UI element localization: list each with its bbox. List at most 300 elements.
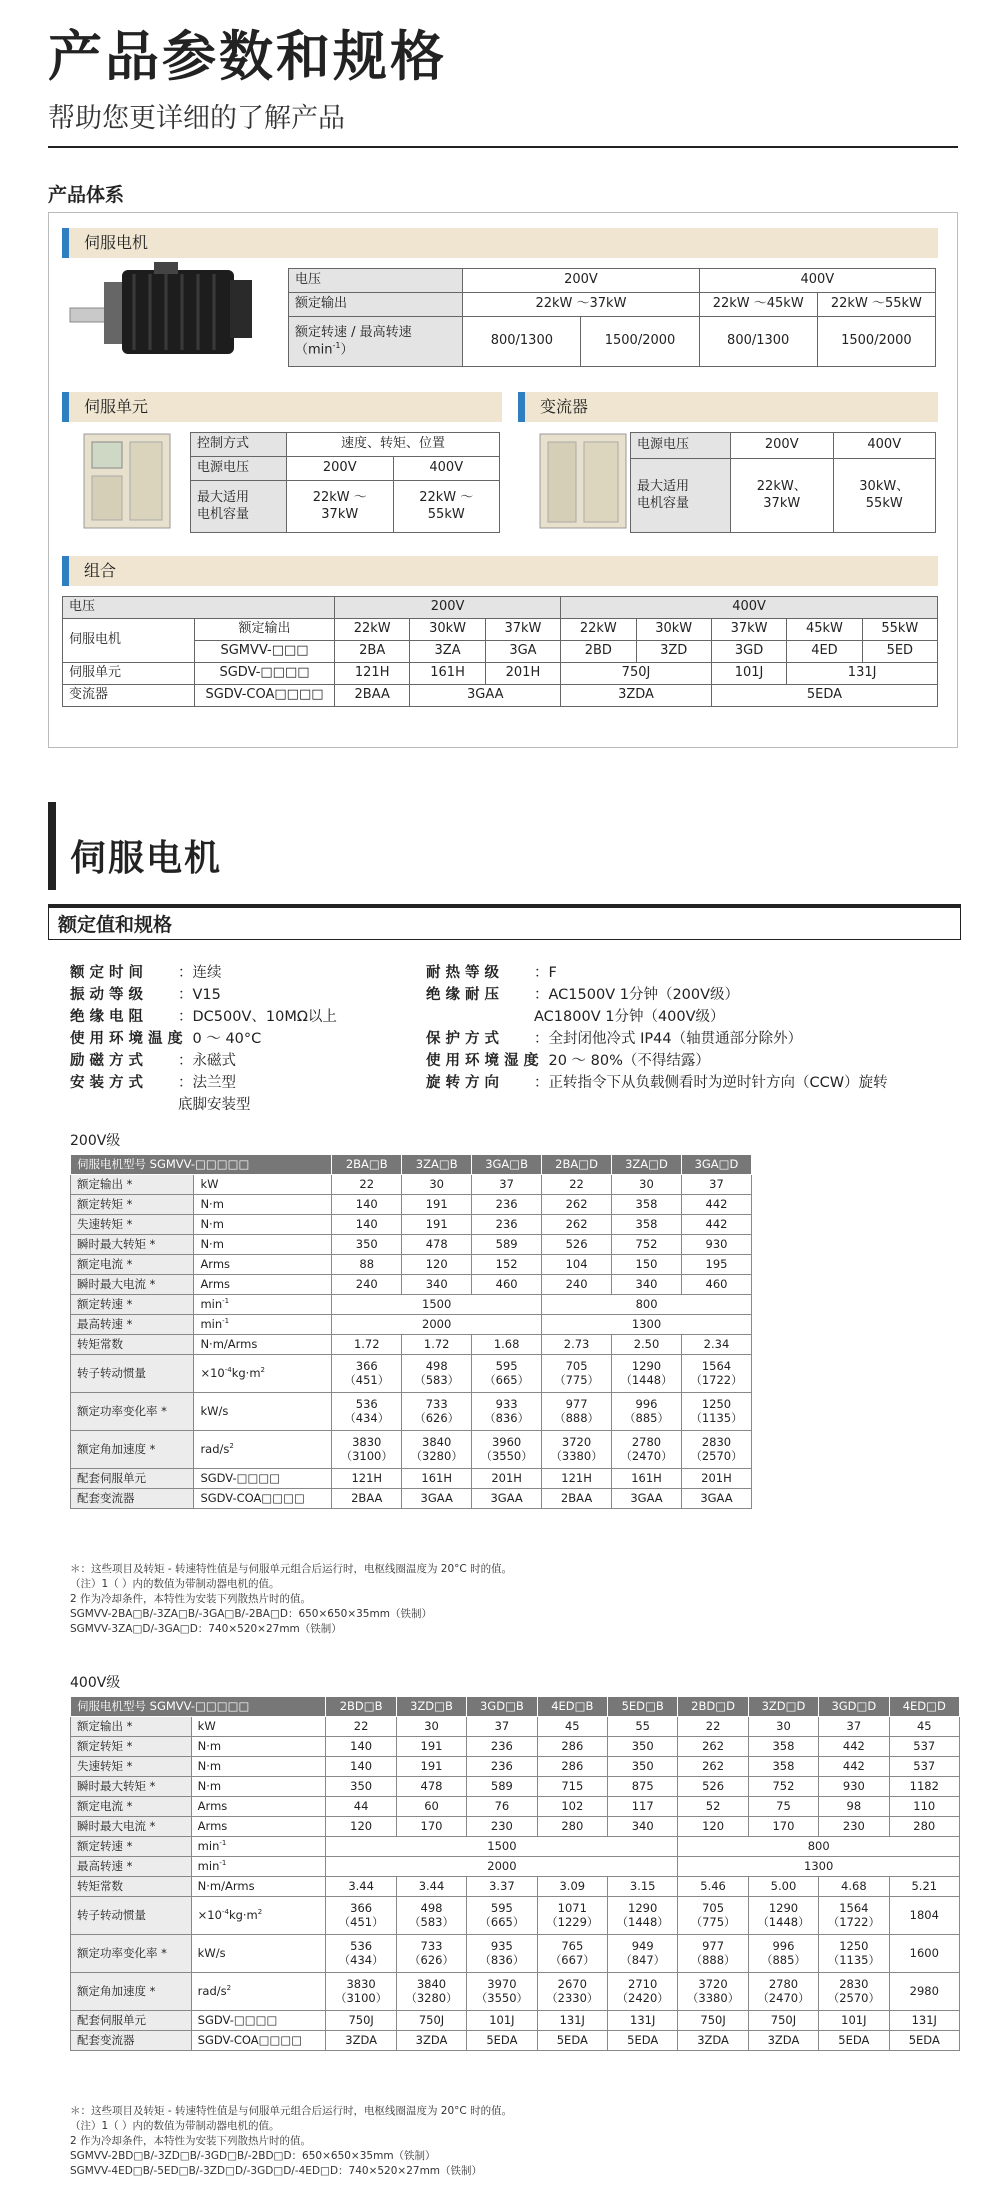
value: 442 xyxy=(705,1196,728,1211)
table-cell xyxy=(681,1275,751,1295)
table-cell xyxy=(537,2011,607,2031)
table-cell xyxy=(326,1797,396,1817)
table-row xyxy=(71,1877,960,1897)
table-cell xyxy=(889,1737,959,1757)
value: 3GAA xyxy=(420,1490,453,1505)
value: 76 xyxy=(494,1798,510,1813)
value: 537 xyxy=(913,1758,936,1773)
value: 191 xyxy=(425,1216,448,1231)
combo-header-bar xyxy=(62,556,938,586)
value: 3840 xyxy=(416,1976,447,1991)
table-cell: 3ZA□D xyxy=(612,1155,682,1175)
specs-left xyxy=(70,962,337,1116)
table-cell xyxy=(396,1897,466,1935)
value: 22 xyxy=(569,1176,584,1191)
table-cell xyxy=(678,1973,748,2011)
table-cell xyxy=(612,1431,682,1469)
brake-value: （836） xyxy=(484,1410,530,1425)
value: 875 xyxy=(631,1778,654,1793)
table-cell: 5ED□B xyxy=(607,1697,677,1717)
value: 240 xyxy=(355,1276,378,1291)
value: 933 xyxy=(495,1396,518,1411)
value: 750J xyxy=(770,2012,797,2027)
table-cell: 转矩常数 xyxy=(71,1877,192,1897)
table-cell xyxy=(889,1797,959,1817)
table-cell xyxy=(467,1817,537,1837)
value: 121H xyxy=(351,1470,383,1485)
table-cell xyxy=(681,1195,751,1215)
value: 230 xyxy=(490,1818,513,1833)
unit-cell: Arms xyxy=(194,1275,332,1295)
table-cell: 2BA□B xyxy=(332,1155,402,1175)
brake-value: （2470） xyxy=(757,1990,810,2005)
combo-conv-label: 变流器 xyxy=(63,685,195,707)
table-cell xyxy=(889,1757,959,1777)
spec-line xyxy=(426,984,888,1006)
value: 996 xyxy=(635,1396,658,1411)
table-cell: 2BD□B xyxy=(326,1697,396,1717)
spec-key: 使用环境湿度 xyxy=(426,1053,543,1069)
combo-power: 30kW xyxy=(636,619,711,641)
spec-value: 底脚安装型 xyxy=(178,1097,251,1113)
brake-value: （3280） xyxy=(405,1990,458,2005)
value: 350 xyxy=(631,1738,654,1753)
unit-cell: N·m xyxy=(194,1195,332,1215)
unit-cell: $\min^{-1}$ xyxy=(191,1857,326,1877)
table-cell xyxy=(537,1877,607,1897)
value: 1071 xyxy=(557,1900,587,1915)
table-cell xyxy=(542,1195,612,1215)
unit-capacity-b: 22kW ～ 55kW xyxy=(393,481,500,533)
table-cell xyxy=(542,1431,612,1469)
unit-cell: SGDV-□□□□ xyxy=(191,2011,326,2031)
table-cell xyxy=(748,1817,818,1837)
brake-value: （888） xyxy=(554,1410,600,1425)
table-cell xyxy=(748,1797,818,1817)
table-cell: 转子转动惯量 xyxy=(71,1897,192,1935)
brake-value: （836） xyxy=(479,1952,525,1967)
value: 131J xyxy=(630,2012,656,2027)
brake-value: （2570） xyxy=(690,1448,743,1463)
table-cell xyxy=(748,1777,818,1797)
value: 30 xyxy=(424,1718,439,1733)
table-cell: 3ZD□D xyxy=(748,1697,818,1717)
value: 131J xyxy=(559,2012,585,2027)
table-cell xyxy=(396,1737,466,1757)
value: 358 xyxy=(772,1758,795,1773)
table-cell xyxy=(402,1335,472,1355)
table-cell xyxy=(678,1717,748,1737)
value: 366 xyxy=(355,1358,378,1373)
table-row xyxy=(71,1469,752,1489)
value: 191 xyxy=(420,1758,443,1773)
brake-value: （434） xyxy=(344,1410,390,1425)
table-cell xyxy=(396,1717,466,1737)
motor-400v: 400V xyxy=(699,269,935,293)
spec-value: AC1800V 1分钟（400V级） xyxy=(534,1009,725,1025)
table-cell xyxy=(681,1489,751,1509)
table-cell xyxy=(472,1469,542,1489)
table-cell xyxy=(396,1935,466,1973)
value: 1250 xyxy=(701,1396,732,1411)
unit-control-label: 控制方式 xyxy=(191,433,287,457)
combo-conv-code: 5EDA xyxy=(711,685,937,707)
table-cell: 1300 xyxy=(542,1315,752,1335)
brake-value: （1229） xyxy=(546,1914,599,1929)
spec-line xyxy=(426,1028,888,1050)
value: 37 xyxy=(494,1718,510,1733)
table-cell: 额定转矩 * xyxy=(71,1195,194,1215)
combo-voltage-label: 电压 xyxy=(63,597,335,619)
table-cell xyxy=(326,1935,396,1973)
combo-conv-code: 3ZDA xyxy=(561,685,712,707)
spec-line xyxy=(70,1094,337,1116)
value: 121H xyxy=(561,1470,592,1485)
conv-capacity-label: 最大适用 电机容量 xyxy=(631,459,731,533)
table-row xyxy=(71,1797,960,1817)
value: 2780 xyxy=(768,1976,799,1991)
table-cell: 3ZD□B xyxy=(396,1697,466,1717)
value: 236 xyxy=(490,1738,513,1753)
value: 1250 xyxy=(839,1938,869,1953)
table-cell xyxy=(537,1817,607,1837)
table-cell xyxy=(332,1469,402,1489)
table-cell xyxy=(678,2031,748,2051)
table-row xyxy=(71,2031,960,2051)
spec-line xyxy=(70,962,337,984)
table-cell: 2BD□D xyxy=(678,1697,748,1717)
value: 5.21 xyxy=(911,1878,938,1893)
value: 3720 xyxy=(561,1434,592,1449)
table-cell xyxy=(542,1469,612,1489)
unit-cell: rad/$s^2$ xyxy=(191,1973,326,2011)
table-cell xyxy=(537,1797,607,1817)
table-cell: 瞬时最大转矩 * xyxy=(71,1777,192,1797)
spec-key: 安装方式 xyxy=(70,1075,148,1091)
brake-value: （3100） xyxy=(334,1990,388,2005)
table-cell xyxy=(607,1817,677,1837)
subsection-box xyxy=(48,904,961,940)
conv-capacity-a: 22kW、 37kW xyxy=(731,459,834,533)
brake-value: （885） xyxy=(760,1952,806,1967)
brake-value: （3380） xyxy=(550,1448,603,1463)
table-cell xyxy=(332,1275,402,1295)
value: 88 xyxy=(359,1256,375,1271)
table-row xyxy=(71,1935,960,1973)
table-cell xyxy=(748,2011,818,2031)
brake-value: （3280） xyxy=(410,1448,463,1463)
table-cell xyxy=(612,1175,682,1195)
brake-value: （3100） xyxy=(340,1448,393,1463)
conv-voltage-b: 400V xyxy=(833,433,936,459)
table-cell xyxy=(819,1877,889,1897)
brake-value: （3550） xyxy=(480,1448,533,1463)
combo-motor-label: 伺服电机 xyxy=(63,619,195,663)
table-cell xyxy=(326,1817,396,1837)
value: 262 xyxy=(702,1738,725,1753)
table-cell xyxy=(472,1195,542,1215)
value: 3720 xyxy=(698,1976,728,1991)
value: 3840 xyxy=(422,1434,452,1449)
table-cell xyxy=(326,2031,396,2051)
table-row xyxy=(71,1295,752,1315)
table-cell xyxy=(402,1235,472,1255)
value: 191 xyxy=(420,1738,443,1753)
combo-power: 22kW xyxy=(335,619,410,641)
value: 201H xyxy=(491,1470,522,1485)
value: 150 xyxy=(635,1256,658,1271)
spec-value: ：0 ～ 40°C xyxy=(178,1031,262,1047)
unit-voltage-label: 电源电压 xyxy=(191,457,287,481)
conv-voltage-label: 电源电压 xyxy=(631,433,731,459)
value: 2980 xyxy=(909,1983,939,1998)
value: 3960 xyxy=(491,1434,522,1449)
table-cell xyxy=(612,1255,682,1275)
table-row xyxy=(71,1195,752,1215)
table-row xyxy=(71,1275,752,1295)
unit-cell: SGDV-COA□□□□ xyxy=(191,2031,326,2051)
table-cell xyxy=(467,1737,537,1757)
spec-line xyxy=(70,1006,337,1028)
brake-value: （451） xyxy=(344,1372,390,1387)
combo-code: 4ED xyxy=(787,641,862,663)
table-cell xyxy=(472,1355,542,1393)
table-cell: 800 xyxy=(678,1837,960,1857)
table-cell xyxy=(332,1489,402,1509)
value: 3.37 xyxy=(489,1878,515,1893)
combo-code: 2BA xyxy=(335,641,410,663)
table-cell: 额定输出 * xyxy=(71,1717,192,1737)
brake-value: （888） xyxy=(690,1952,736,1967)
value: 230 xyxy=(842,1818,865,1833)
t400-notes xyxy=(70,2104,512,2179)
table-cell xyxy=(542,1355,612,1393)
table-cell xyxy=(542,1255,612,1275)
table-cell: 1500 xyxy=(332,1295,542,1315)
table-cell xyxy=(402,1393,472,1431)
table-row xyxy=(71,1973,960,2011)
value: 3.09 xyxy=(559,1878,586,1893)
table-cell xyxy=(472,1431,542,1469)
note-line: 2 作为冷却条件，本特性为安装下列散热片时的值。 xyxy=(70,1593,312,1605)
unit-cell: $\times 10^{-4}kg\cdot m^2$ xyxy=(191,1897,326,1935)
table-cell xyxy=(607,1877,677,1897)
value: 366 xyxy=(350,1900,373,1915)
table-cell xyxy=(332,1393,402,1431)
value: 340 xyxy=(631,1818,654,1833)
note-line: SGMVV-2BA□B/-3ZA□B/-3GA□B/-2BA□D：650×650×35mm（铁制） xyxy=(70,1608,432,1620)
spec-line xyxy=(426,1072,888,1094)
t400-label: 400V级 xyxy=(70,1675,121,1691)
value: 170 xyxy=(772,1818,795,1833)
table-cell xyxy=(889,1877,959,1897)
spec-table-200v xyxy=(70,1154,752,1509)
table-cell xyxy=(681,1431,751,1469)
value: 22 xyxy=(359,1176,375,1191)
table-cell xyxy=(332,1431,402,1469)
table-cell xyxy=(542,1215,612,1235)
combo-table xyxy=(62,596,938,707)
table-cell xyxy=(678,1797,748,1817)
servo-motor-image xyxy=(64,260,260,370)
value: 152 xyxy=(495,1256,518,1271)
table-cell: 额定功率变化率 * xyxy=(71,1935,192,1973)
table-cell: 3ZA□B xyxy=(402,1155,472,1175)
value: 358 xyxy=(635,1196,658,1211)
value: 262 xyxy=(702,1758,725,1773)
table-cell: 瞬时最大电流 * xyxy=(71,1275,194,1295)
value: 240 xyxy=(565,1276,588,1291)
combo-unit-code: 201H xyxy=(485,663,560,685)
table-cell: 额定角加速度 * xyxy=(71,1973,192,2011)
value: 30 xyxy=(429,1176,444,1191)
table-cell xyxy=(467,1757,537,1777)
value: 705 xyxy=(702,1900,725,1915)
table-cell: 2000 xyxy=(326,1857,678,1877)
motor-output-400a: 22kW ～45kW xyxy=(699,293,817,317)
table-row xyxy=(71,1489,752,1509)
table-cell xyxy=(607,1973,677,2011)
table-row xyxy=(71,2011,960,2031)
value: 55 xyxy=(635,1718,650,1733)
table-cell: 配套变流器 xyxy=(71,2031,192,2051)
t200-notes xyxy=(70,1562,512,1637)
note-line: （注）1（ ）内的数值为带制动器电机的值。 xyxy=(70,2120,280,2132)
table-cell: 失速转矩 * xyxy=(71,1757,192,1777)
table-cell xyxy=(819,1757,889,1777)
motor-spec-table xyxy=(288,268,936,367)
value: 3970 xyxy=(487,1976,517,1991)
table-cell xyxy=(681,1255,751,1275)
lineup-title: 产品体系 xyxy=(48,184,125,206)
brake-value: （1722） xyxy=(827,1914,880,1929)
section-accent-bar xyxy=(48,802,56,890)
value: 45 xyxy=(916,1718,932,1733)
table-cell xyxy=(748,1737,818,1757)
table-cell: 最高转速 * xyxy=(71,1315,194,1335)
value: 949 xyxy=(631,1938,654,1953)
value: 44 xyxy=(353,1798,369,1813)
value: 733 xyxy=(425,1396,448,1411)
brake-value: （3380） xyxy=(686,1990,740,2005)
unit-spec-table xyxy=(190,432,500,533)
value: 765 xyxy=(561,1938,584,1953)
value: 340 xyxy=(635,1276,658,1291)
value: 442 xyxy=(705,1216,728,1231)
motor-header-bar xyxy=(62,228,938,258)
table-cell xyxy=(748,1757,818,1777)
table-cell xyxy=(889,2031,959,2051)
value: 37 xyxy=(499,1176,514,1191)
converter-image xyxy=(538,432,628,530)
table-cell: 1500 xyxy=(326,1837,678,1857)
table-cell xyxy=(472,1255,542,1275)
table-cell xyxy=(819,1737,889,1757)
converter-spec-table xyxy=(630,432,936,533)
combo-code: 2BD xyxy=(561,641,636,663)
unit-cell: N·m xyxy=(191,1777,326,1797)
motor-speed-d: 1500/2000 xyxy=(817,317,935,367)
table-cell xyxy=(472,1215,542,1235)
table-cell xyxy=(332,1335,402,1355)
value: 1290 xyxy=(628,1900,658,1915)
unit-cell: Arms xyxy=(191,1797,326,1817)
combo-power: 37kW xyxy=(485,619,560,641)
value: 526 xyxy=(565,1236,588,1251)
value: 595 xyxy=(495,1358,518,1373)
value: 460 xyxy=(495,1276,518,1291)
servo-unit-image xyxy=(82,432,172,530)
table-cell xyxy=(402,1469,472,1489)
value: 161H xyxy=(631,1470,662,1485)
value: 37 xyxy=(709,1176,724,1191)
value: 140 xyxy=(350,1738,373,1753)
table-cell xyxy=(467,1717,537,1737)
value: 102 xyxy=(561,1798,584,1813)
spec-value: ：AC1500V 1分钟（200V级） xyxy=(534,987,740,1003)
unit-header-bar xyxy=(62,392,502,422)
motor-speed-c: 800/1300 xyxy=(699,317,817,367)
table-cell: 伺服电机型号 SGMVV-□□□□□ xyxy=(71,1697,326,1717)
value: 140 xyxy=(355,1216,378,1231)
value: 5EDA xyxy=(556,2032,588,2047)
combo-unit-code: 161H xyxy=(410,663,485,685)
title-divider xyxy=(48,146,958,148)
value: 2.73 xyxy=(563,1336,590,1351)
value: 2.50 xyxy=(633,1336,660,1351)
table-cell xyxy=(607,1935,677,1973)
table-cell xyxy=(607,1737,677,1757)
combo-header: 组合 xyxy=(84,561,117,580)
table-cell xyxy=(819,1973,889,2011)
table-row xyxy=(71,1355,752,1393)
table-cell: 额定功率变化率 * xyxy=(71,1393,194,1431)
spec-key: 使用环境温度 xyxy=(70,1031,187,1047)
brake-value: （847） xyxy=(620,1952,666,1967)
value: 201H xyxy=(701,1470,732,1485)
unit-cell: Arms xyxy=(194,1255,332,1275)
table-cell xyxy=(396,2011,466,2031)
table-cell: 4ED□D xyxy=(889,1697,959,1717)
table-cell: 800 xyxy=(542,1295,752,1315)
unit-cell: rad/$s^2$ xyxy=(194,1431,332,1469)
table-cell: 3GA□D xyxy=(681,1155,751,1175)
value: 3ZDA xyxy=(415,2032,448,2047)
table-row xyxy=(71,1431,752,1469)
table-row xyxy=(71,1817,960,1837)
value: 930 xyxy=(842,1778,865,1793)
table-cell xyxy=(472,1175,542,1195)
value: 442 xyxy=(842,1738,865,1753)
motor-speed-label: 额定转速 / 最高转速 $(\min^{-1})$ xyxy=(289,317,463,367)
motor-header: 伺服电机 xyxy=(84,233,149,252)
table-cell xyxy=(332,1175,402,1195)
value: 110 xyxy=(913,1798,936,1813)
table-cell xyxy=(819,1717,889,1737)
table-cell xyxy=(612,1469,682,1489)
table-cell xyxy=(402,1175,472,1195)
table-cell xyxy=(748,1717,818,1737)
spec-value: ：连续 xyxy=(178,965,222,981)
table-cell: 最高转速 * xyxy=(71,1857,192,1877)
table-cell: 2000 xyxy=(332,1315,542,1335)
motor-speed-b: 1500/2000 xyxy=(581,317,699,367)
combo-code: 3GA xyxy=(485,641,560,663)
value: 98 xyxy=(846,1798,862,1813)
brake-value: （583） xyxy=(414,1372,460,1387)
value: 350 xyxy=(631,1758,654,1773)
combo-code: 3GD xyxy=(711,641,786,663)
